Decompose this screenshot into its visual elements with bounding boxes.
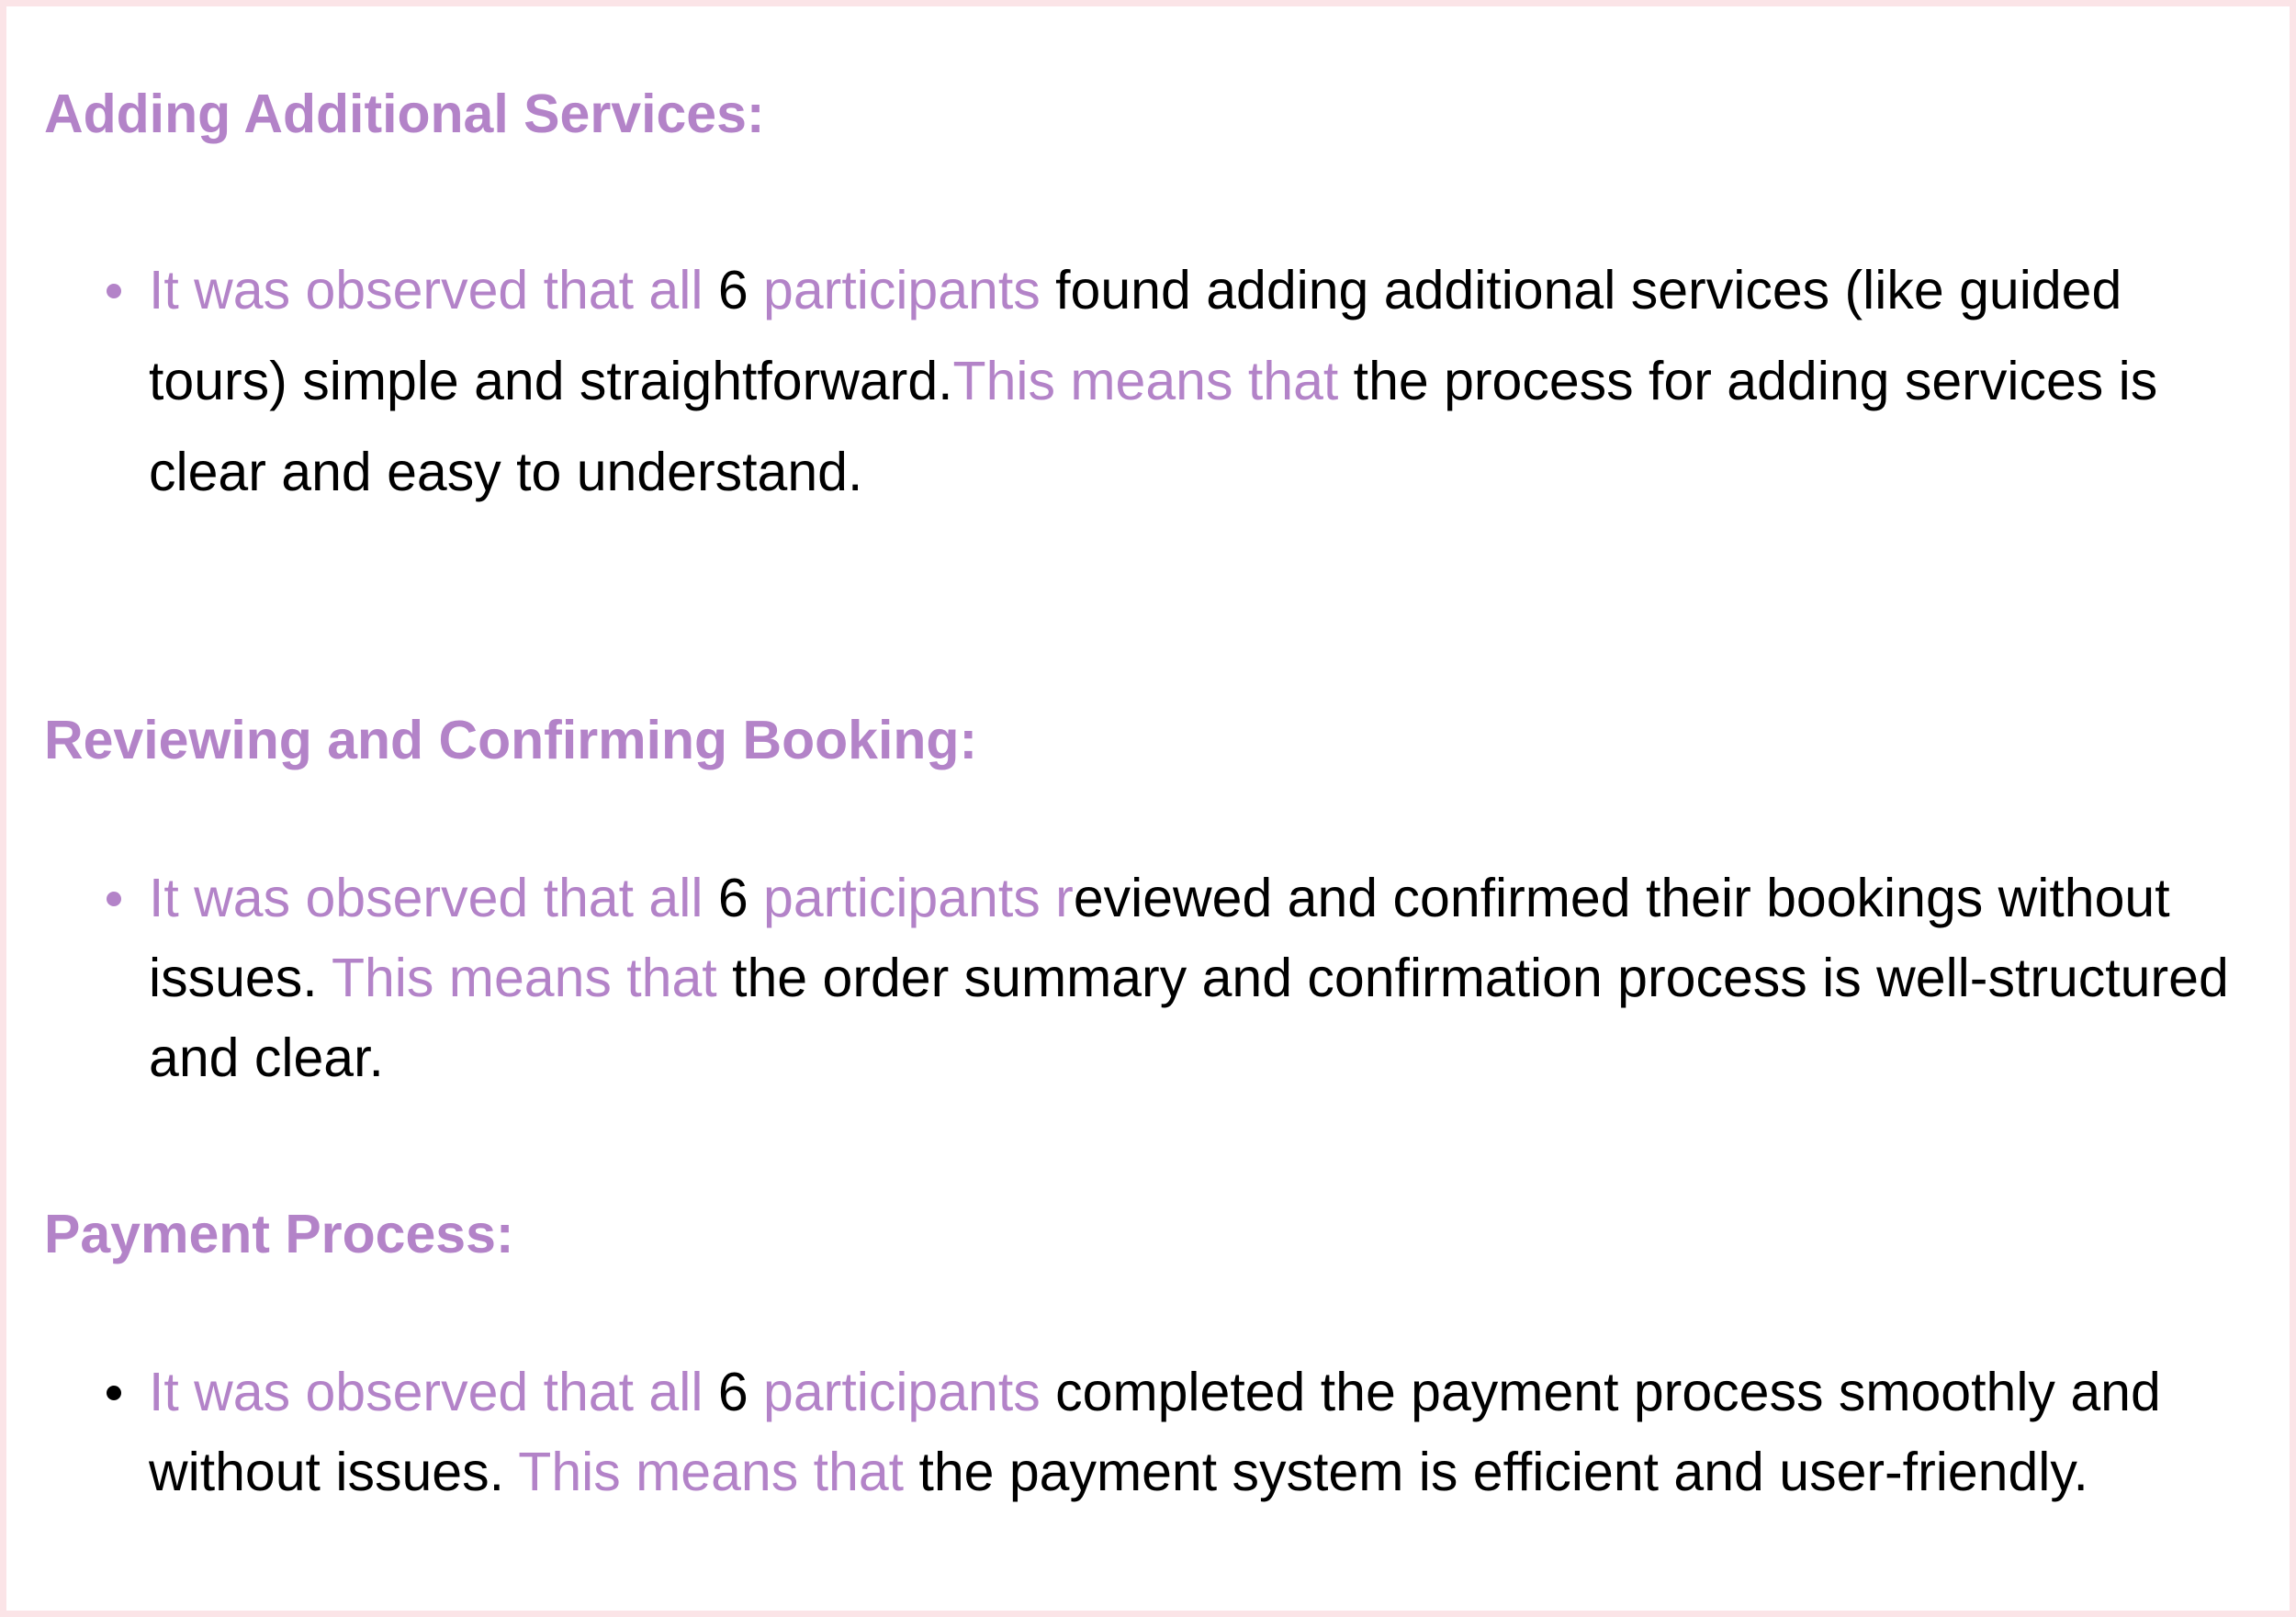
bullet-icon <box>107 284 121 298</box>
section-heading: Reviewing and Confirming Booking: <box>44 710 978 770</box>
participant-count: 6 <box>717 260 748 320</box>
list-item <box>44 245 2267 518</box>
section-adding-additional-services <box>44 82 2267 502</box>
section-payment-process <box>44 1202 2267 1502</box>
observed-phrase: It was observed that all <box>149 260 718 320</box>
participant-count: 6 <box>717 868 748 928</box>
list-item <box>44 1353 2267 1512</box>
means-phrase: This means that <box>952 351 1339 411</box>
bullet-list <box>44 859 2267 1098</box>
conclusion-text: the order summary and confirmation process is well-structured and clear. <box>149 948 2229 1088</box>
bullet-icon <box>107 892 121 906</box>
finding-text: found adding additional services (like guided tours) simple and straightforward. <box>149 260 2122 411</box>
participants-phrase: participants <box>748 1362 1041 1422</box>
bullet-list <box>44 245 2267 518</box>
bullet-list <box>44 1353 2267 1512</box>
participants-phrase: participants r <box>748 868 1074 928</box>
bullet-icon <box>107 1386 121 1400</box>
conclusion-text: the process for adding services is clear and easy to understand. <box>149 351 2158 502</box>
participant-count: 6 <box>717 1362 748 1422</box>
section-heading: Payment Process: <box>44 1204 514 1264</box>
section-reviewing-and-confirming-booking <box>44 708 2267 1088</box>
observed-phrase: It was observed that all <box>149 1362 718 1422</box>
list-item <box>44 859 2267 1098</box>
conclusion-text: the payment system is efficient and user-friendly. <box>904 1442 2088 1502</box>
means-phrase: This means that <box>331 948 717 1008</box>
section-heading: Adding Additional Services: <box>44 84 765 144</box>
observed-phrase: It was observed that all <box>149 868 718 928</box>
means-phrase: This means that <box>518 1442 905 1502</box>
participants-phrase: participants <box>748 260 1041 320</box>
finding-text: completed the payment process smoothly and without issues. <box>149 1362 2161 1502</box>
finding-text: eviewed and confirmed their bookings without issues. <box>149 868 2170 1008</box>
